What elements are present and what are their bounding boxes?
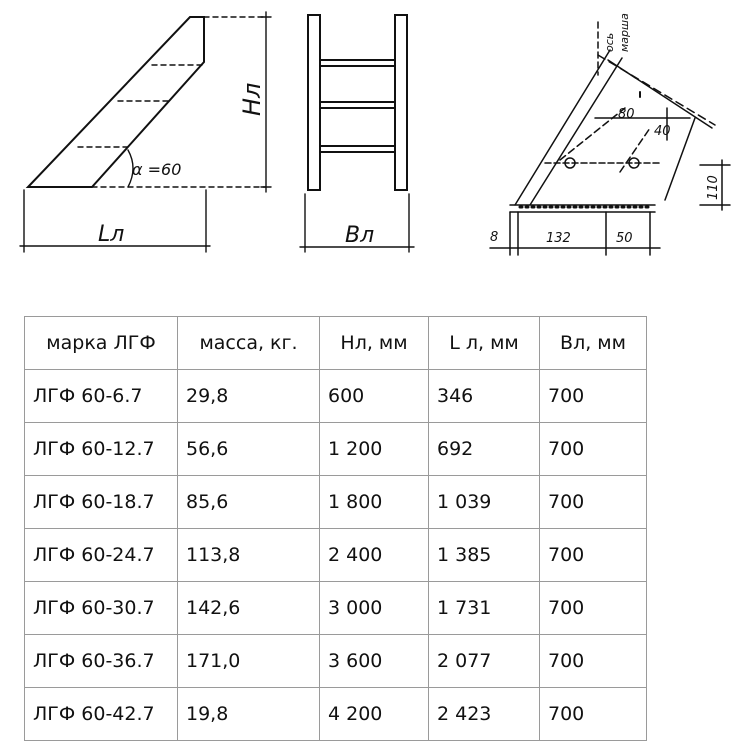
table-cell: 1 800	[320, 476, 429, 529]
table-cell: 700	[540, 476, 647, 529]
dim-110: 110	[706, 175, 721, 200]
table-row	[25, 635, 647, 688]
axis-label-1: ось	[603, 32, 616, 52]
side-view	[20, 12, 271, 252]
table-cell: 4 200	[320, 688, 429, 741]
table-cell: 700	[540, 423, 647, 476]
height-label: Hл	[238, 82, 266, 116]
table-cell: ЛГФ 60-42.7	[25, 688, 178, 741]
table-cell: 3 600	[320, 635, 429, 688]
table-cell: ЛГФ 60-6.7	[25, 370, 178, 423]
table-cell: 692	[429, 423, 540, 476]
table-cell: ЛГФ 60-24.7	[25, 529, 178, 582]
table-row	[25, 476, 647, 529]
dim-80: 80	[618, 107, 635, 122]
table-cell: 700	[540, 529, 647, 582]
table-cell: 1 385	[429, 529, 540, 582]
table-cell: 19,8	[178, 688, 320, 741]
width-label: Bл	[345, 223, 375, 248]
column-header: L л, мм	[429, 317, 540, 370]
table-cell: 700	[540, 582, 647, 635]
table-cell: 171,0	[178, 635, 320, 688]
column-header: масса, кг.	[178, 317, 320, 370]
table-cell: 1 731	[429, 582, 540, 635]
table-cell: ЛГФ 60-12.7	[25, 423, 178, 476]
detail-view	[490, 22, 730, 255]
table-cell: 600	[320, 370, 429, 423]
table-cell: 3 000	[320, 582, 429, 635]
column-header: марка ЛГФ	[25, 317, 178, 370]
table-cell: 142,6	[178, 582, 320, 635]
table-cell: 2 423	[429, 688, 540, 741]
table-cell: 700	[540, 635, 647, 688]
dim-40: 40	[654, 124, 671, 139]
table-cell: ЛГФ 60-30.7	[25, 582, 178, 635]
table-row	[25, 529, 647, 582]
table-cell: 1 039	[429, 476, 540, 529]
column-header: Нл, мм	[320, 317, 429, 370]
technical-drawing	[0, 0, 750, 300]
table-cell: ЛГФ 60-18.7	[25, 476, 178, 529]
axis-label-2: марша	[618, 13, 631, 52]
specification-table	[24, 316, 647, 741]
table-row	[25, 423, 647, 476]
table-cell: 113,8	[178, 529, 320, 582]
dim-132: 132	[546, 231, 571, 246]
table-row	[25, 582, 647, 635]
table-header-row	[25, 317, 647, 370]
table-row	[25, 370, 647, 423]
drawing-lines	[0, 0, 750, 300]
dim-50: 50	[616, 231, 633, 246]
table-cell: 56,6	[178, 423, 320, 476]
table-cell: 700	[540, 370, 647, 423]
table-cell: 1 200	[320, 423, 429, 476]
table-cell: 700	[540, 688, 647, 741]
front-view	[300, 15, 414, 252]
table-cell: ЛГФ 60-36.7	[25, 635, 178, 688]
table-cell: 29,8	[178, 370, 320, 423]
table-row	[25, 688, 647, 741]
angle-label: α =60	[132, 160, 182, 179]
table-cell: 85,6	[178, 476, 320, 529]
table-cell: 346	[429, 370, 540, 423]
column-header: Вл, мм	[540, 317, 647, 370]
table-cell: 2 077	[429, 635, 540, 688]
table-cell: 2 400	[320, 529, 429, 582]
dim-8: 8	[490, 230, 499, 245]
length-label: Lл	[98, 222, 125, 247]
